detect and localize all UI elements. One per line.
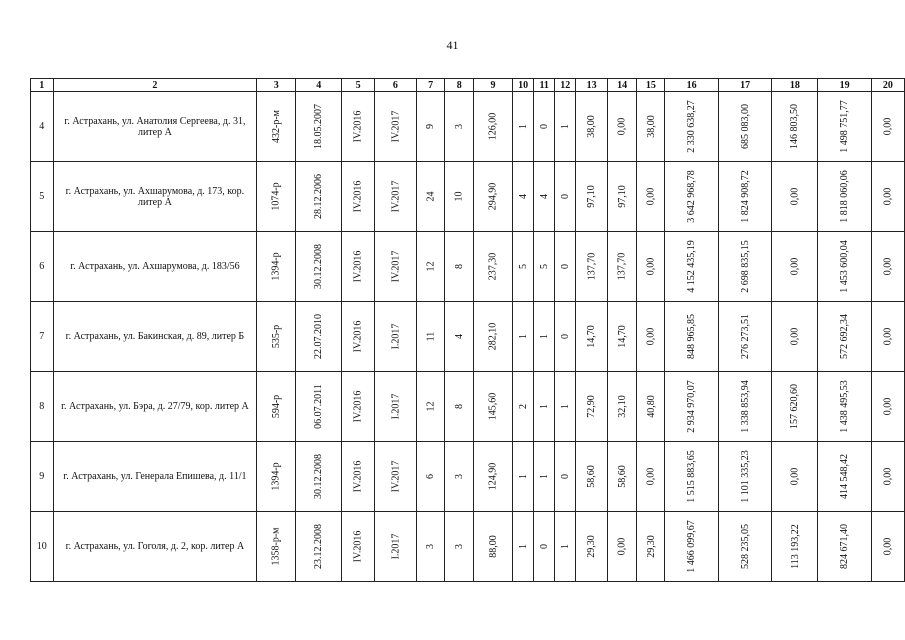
- cell-value: 18.05.2007: [313, 104, 325, 149]
- value-cell: [818, 372, 872, 442]
- value-cell: [718, 442, 772, 512]
- value-cell: [555, 372, 576, 442]
- address-cell: г. Астрахань, ул. Бакинская, д. 89, литер Б: [53, 302, 257, 372]
- column-header: 19: [818, 79, 872, 92]
- row-number: 10: [31, 512, 54, 582]
- value-cell: [296, 162, 342, 232]
- cell-value: 137,70: [616, 252, 628, 281]
- value-cell: [818, 232, 872, 302]
- cell-value: 414 548,42: [839, 454, 851, 499]
- cell-value: 0,00: [789, 327, 801, 346]
- cell-value: 1: [559, 544, 571, 549]
- value-cell: [718, 372, 772, 442]
- value-cell: [534, 232, 555, 302]
- value-cell: [342, 372, 375, 442]
- value-cell: [416, 232, 445, 302]
- cell-value: 28.12.2006: [313, 174, 325, 219]
- value-cell: [342, 442, 375, 512]
- address-cell: г. Астрахань, ул. Ахшарумова, д. 183/56: [53, 232, 257, 302]
- cell-value: IV.2017: [389, 460, 401, 493]
- cell-value: 294,90: [487, 182, 499, 211]
- table-row: [31, 442, 905, 512]
- value-cell: [871, 302, 904, 372]
- cell-value: IV.2016: [352, 320, 364, 353]
- value-cell: [416, 512, 445, 582]
- cell-value: 3: [453, 124, 465, 129]
- cell-value: 24: [425, 191, 437, 202]
- value-cell: [257, 442, 296, 512]
- cell-value: 126,00: [487, 112, 499, 141]
- cell-value: 3 642 968,78: [686, 170, 698, 223]
- cell-value: 3: [425, 544, 437, 549]
- value-cell: [607, 302, 637, 372]
- row-number: 9: [31, 442, 54, 512]
- cell-value: 14,70: [616, 325, 628, 348]
- cell-value: IV.2016: [352, 110, 364, 143]
- column-header: 2: [53, 79, 257, 92]
- value-cell: [871, 442, 904, 512]
- column-header: 20: [871, 79, 904, 92]
- table-row: [31, 302, 905, 372]
- value-cell: [513, 162, 534, 232]
- cell-value: IV.2017: [389, 180, 401, 213]
- value-cell: [257, 302, 296, 372]
- value-cell: [607, 512, 637, 582]
- cell-value: 29,30: [586, 535, 598, 558]
- value-cell: [416, 442, 445, 512]
- cell-value: 14,70: [586, 325, 598, 348]
- value-cell: [576, 92, 608, 162]
- cell-value: 528 235,05: [739, 524, 751, 569]
- value-cell: [375, 512, 417, 582]
- cell-value: 6: [425, 474, 437, 479]
- value-cell: [296, 302, 342, 372]
- value-cell: [296, 442, 342, 512]
- cell-value: 0,00: [645, 257, 657, 276]
- value-cell: [576, 232, 608, 302]
- column-header: 17: [718, 79, 772, 92]
- value-cell: [474, 372, 513, 442]
- cell-value: 145,60: [487, 392, 499, 421]
- cell-value: 0,00: [882, 467, 894, 486]
- value-cell: [665, 372, 719, 442]
- value-cell: [416, 92, 445, 162]
- value-cell: [474, 92, 513, 162]
- cell-value: 3: [453, 474, 465, 479]
- value-cell: [534, 302, 555, 372]
- value-cell: [718, 302, 772, 372]
- value-cell: [637, 162, 665, 232]
- value-cell: [772, 372, 818, 442]
- cell-value: 30.12.2008: [313, 454, 325, 499]
- value-cell: [555, 302, 576, 372]
- value-cell: [576, 372, 608, 442]
- cell-value: 2: [517, 404, 529, 409]
- value-cell: [772, 442, 818, 512]
- value-cell: [296, 92, 342, 162]
- cell-value: 0,00: [789, 187, 801, 206]
- cell-value: IV.2016: [352, 390, 364, 423]
- value-cell: [445, 442, 474, 512]
- value-cell: [534, 372, 555, 442]
- cell-value: 1 338 853,94: [739, 380, 751, 433]
- row-number: 8: [31, 372, 54, 442]
- cell-value: 40,80: [645, 395, 657, 418]
- cell-value: 1: [538, 474, 550, 479]
- cell-value: 5: [538, 264, 550, 269]
- value-cell: [342, 92, 375, 162]
- value-cell: [257, 372, 296, 442]
- value-cell: [342, 232, 375, 302]
- cell-value: 0,00: [789, 257, 801, 276]
- value-cell: [445, 372, 474, 442]
- column-header: 6: [375, 79, 417, 92]
- cell-value: 0,00: [645, 327, 657, 346]
- column-header: 1: [31, 79, 54, 92]
- cell-value: 276 273,51: [739, 314, 751, 359]
- value-cell: [637, 442, 665, 512]
- value-cell: [772, 512, 818, 582]
- cell-value: 124,90: [487, 462, 499, 491]
- cell-value: 0,00: [882, 327, 894, 346]
- cell-value: 06.07.2011: [313, 384, 325, 429]
- cell-value: 10: [453, 191, 465, 202]
- column-header: 18: [772, 79, 818, 92]
- cell-value: 1 101 335,23: [739, 450, 751, 503]
- cell-value: 1 438 495,53: [839, 380, 851, 433]
- column-header: 9: [474, 79, 513, 92]
- value-cell: [871, 92, 904, 162]
- value-cell: [474, 302, 513, 372]
- cell-value: 23.12.2008: [313, 524, 325, 569]
- column-header: 10: [513, 79, 534, 92]
- value-cell: [445, 162, 474, 232]
- value-cell: [513, 232, 534, 302]
- value-cell: [296, 512, 342, 582]
- cell-value: 137,70: [586, 252, 598, 281]
- cell-value: 146 803,50: [789, 104, 801, 149]
- row-number: 5: [31, 162, 54, 232]
- cell-value: 237,30: [487, 252, 499, 281]
- value-cell: [772, 162, 818, 232]
- row-number: 4: [31, 92, 54, 162]
- cell-value: 38,00: [645, 115, 657, 138]
- page-number: 41: [446, 38, 459, 52]
- address-cell: г. Астрахань, ул. Генерала Епишева, д. 11/1: [53, 442, 257, 512]
- value-cell: [375, 232, 417, 302]
- cell-value: 1 466 099,67: [686, 520, 698, 573]
- value-cell: [534, 162, 555, 232]
- cell-value: 0,00: [616, 537, 628, 556]
- cell-value: IV.2017: [389, 250, 401, 283]
- cell-value: 1: [517, 334, 529, 339]
- cell-value: 0,00: [645, 467, 657, 486]
- cell-value: 1: [538, 404, 550, 409]
- cell-value: 72,90: [586, 395, 598, 418]
- value-cell: [555, 232, 576, 302]
- cell-value: 12: [425, 261, 437, 272]
- value-cell: [665, 162, 719, 232]
- table-row: [31, 232, 905, 302]
- value-cell: [772, 302, 818, 372]
- cell-value: 157 620,60: [789, 384, 801, 429]
- value-cell: [718, 162, 772, 232]
- cell-value: 0: [559, 334, 571, 339]
- value-cell: [576, 442, 608, 512]
- value-cell: [637, 512, 665, 582]
- value-cell: [342, 302, 375, 372]
- value-cell: [296, 232, 342, 302]
- cell-value: 1: [538, 334, 550, 339]
- value-cell: [718, 232, 772, 302]
- value-cell: [257, 92, 296, 162]
- value-cell: [296, 372, 342, 442]
- header-row: [31, 79, 905, 92]
- value-cell: [818, 442, 872, 512]
- value-cell: [375, 442, 417, 512]
- value-cell: [416, 372, 445, 442]
- address-cell: г. Астрахань, ул. Бэра, д. 27/79, кор. литер А: [53, 372, 257, 442]
- cell-value: 0: [559, 194, 571, 199]
- cell-value: 0: [559, 474, 571, 479]
- address-cell: г. Астрахань, ул. Гоголя, д. 2, кор. литер А: [53, 512, 257, 582]
- column-header: 16: [665, 79, 719, 92]
- value-cell: [871, 512, 904, 582]
- value-cell: [818, 512, 872, 582]
- column-header: 7: [416, 79, 445, 92]
- table-row: [31, 162, 905, 232]
- cell-value: 3: [453, 544, 465, 549]
- cell-value: 1 515 883,65: [686, 450, 698, 503]
- value-cell: [375, 162, 417, 232]
- cell-value: 1 818 060,06: [839, 170, 851, 223]
- value-cell: [534, 92, 555, 162]
- value-cell: [718, 512, 772, 582]
- value-cell: [445, 512, 474, 582]
- column-header: 11: [534, 79, 555, 92]
- value-cell: [665, 512, 719, 582]
- value-cell: [576, 512, 608, 582]
- value-cell: [513, 302, 534, 372]
- value-cell: [871, 162, 904, 232]
- value-cell: [534, 442, 555, 512]
- value-cell: [637, 232, 665, 302]
- value-cell: [818, 302, 872, 372]
- column-header: 4: [296, 79, 342, 92]
- cell-value: 1: [517, 124, 529, 129]
- value-cell: [375, 372, 417, 442]
- cell-value: 594-р: [270, 394, 282, 419]
- cell-value: 0: [559, 264, 571, 269]
- value-cell: [513, 92, 534, 162]
- value-cell: [513, 442, 534, 512]
- value-cell: [665, 92, 719, 162]
- value-cell: [555, 512, 576, 582]
- address-cell: г. Астрахань, ул. Анатолия Сергеева, д. 31, литер А: [53, 92, 257, 162]
- value-cell: [871, 232, 904, 302]
- cell-value: 0,00: [645, 187, 657, 206]
- cell-value: 1394-р: [270, 462, 282, 491]
- cell-value: 11: [425, 331, 437, 342]
- value-cell: [607, 162, 637, 232]
- value-cell: [342, 512, 375, 582]
- cell-value: 0,00: [616, 117, 628, 136]
- value-cell: [513, 512, 534, 582]
- cell-value: 32,10: [616, 395, 628, 418]
- column-header: 13: [576, 79, 608, 92]
- value-cell: [416, 162, 445, 232]
- value-cell: [555, 92, 576, 162]
- cell-value: 1 824 908,72: [739, 170, 751, 223]
- cell-value: 58,60: [616, 465, 628, 488]
- cell-value: 88,00: [487, 535, 499, 558]
- cell-value: IV.2016: [352, 530, 364, 563]
- column-header: 15: [637, 79, 665, 92]
- column-header: 3: [257, 79, 296, 92]
- cell-value: 29,30: [645, 535, 657, 558]
- column-header: 5: [342, 79, 375, 92]
- cell-value: 113 193,22: [789, 524, 801, 569]
- cell-value: I.2017: [389, 323, 401, 350]
- value-cell: [637, 372, 665, 442]
- value-cell: [818, 162, 872, 232]
- value-cell: [607, 442, 637, 512]
- table-row: [31, 92, 905, 162]
- value-cell: [607, 372, 637, 442]
- row-number: 6: [31, 232, 54, 302]
- value-cell: [342, 162, 375, 232]
- cell-value: 1358-р-м: [270, 527, 282, 566]
- cell-value: 1 453 600,04: [839, 240, 851, 293]
- value-cell: [474, 442, 513, 512]
- data-table: [30, 78, 905, 582]
- cell-value: 97,10: [616, 185, 628, 208]
- cell-value: 685 083,00: [739, 104, 751, 149]
- value-cell: [375, 302, 417, 372]
- value-cell: [474, 162, 513, 232]
- column-header: 14: [607, 79, 637, 92]
- value-cell: [718, 92, 772, 162]
- cell-value: 2 934 970,07: [686, 380, 698, 433]
- cell-value: 282,10: [487, 322, 499, 351]
- cell-value: 0,00: [882, 537, 894, 556]
- value-cell: [534, 512, 555, 582]
- column-header: 12: [555, 79, 576, 92]
- row-number: 7: [31, 302, 54, 372]
- cell-value: 0,00: [882, 257, 894, 276]
- value-cell: [257, 162, 296, 232]
- cell-value: IV.2017: [389, 110, 401, 143]
- cell-value: 572 692,34: [839, 314, 851, 359]
- value-cell: [445, 92, 474, 162]
- value-cell: [375, 92, 417, 162]
- cell-value: I.2017: [389, 393, 401, 420]
- cell-value: 2 330 638,27: [686, 100, 698, 153]
- cell-value: 30.12.2008: [313, 244, 325, 289]
- value-cell: [607, 232, 637, 302]
- cell-value: 8: [453, 404, 465, 409]
- cell-value: 1394-р: [270, 252, 282, 281]
- cell-value: 1 498 751,77: [839, 100, 851, 153]
- value-cell: [871, 372, 904, 442]
- value-cell: [513, 372, 534, 442]
- cell-value: 58,60: [586, 465, 598, 488]
- value-cell: [772, 92, 818, 162]
- value-cell: [818, 92, 872, 162]
- value-cell: [576, 302, 608, 372]
- cell-value: 1: [559, 124, 571, 129]
- value-cell: [665, 442, 719, 512]
- value-cell: [555, 162, 576, 232]
- value-cell: [607, 92, 637, 162]
- value-cell: [665, 232, 719, 302]
- value-cell: [257, 512, 296, 582]
- cell-value: 0,00: [882, 117, 894, 136]
- cell-value: I.2017: [389, 533, 401, 560]
- value-cell: [474, 512, 513, 582]
- cell-value: 4: [538, 194, 550, 199]
- cell-value: 8: [453, 264, 465, 269]
- cell-value: 1074-р: [270, 182, 282, 211]
- cell-value: 1: [559, 404, 571, 409]
- column-header: 8: [445, 79, 474, 92]
- cell-value: 5: [517, 264, 529, 269]
- cell-value: IV.2016: [352, 460, 364, 493]
- value-cell: [772, 232, 818, 302]
- cell-value: 0: [538, 124, 550, 129]
- cell-value: 2 698 835,15: [739, 240, 751, 293]
- address-cell: г. Астрахань, ул. Ахшарумова, д. 173, кор. литер А: [53, 162, 257, 232]
- cell-value: 4 152 435,19: [686, 240, 698, 293]
- cell-value: 38,00: [586, 115, 598, 138]
- table-row: [31, 372, 905, 442]
- cell-value: 848 965,85: [686, 314, 698, 359]
- cell-value: 0,00: [789, 467, 801, 486]
- cell-value: 9: [425, 124, 437, 129]
- value-cell: [555, 442, 576, 512]
- value-cell: [637, 92, 665, 162]
- cell-value: IV.2016: [352, 250, 364, 283]
- cell-value: 0,00: [882, 187, 894, 206]
- cell-value: 12: [425, 401, 437, 412]
- cell-value: 535-р: [270, 324, 282, 349]
- value-cell: [416, 302, 445, 372]
- value-cell: [474, 232, 513, 302]
- value-cell: [665, 302, 719, 372]
- cell-value: 1: [517, 474, 529, 479]
- cell-value: 0: [538, 544, 550, 549]
- cell-value: 824 671,40: [839, 524, 851, 569]
- value-cell: [445, 232, 474, 302]
- cell-value: 4: [517, 194, 529, 199]
- cell-value: IV.2016: [352, 180, 364, 213]
- cell-value: 97,10: [586, 185, 598, 208]
- value-cell: [637, 302, 665, 372]
- cell-value: 22.07.2010: [313, 314, 325, 359]
- cell-value: 432-р-м: [270, 110, 282, 143]
- table-row: [31, 512, 905, 582]
- cell-value: 4: [453, 334, 465, 339]
- cell-value: 0,00: [882, 397, 894, 416]
- cell-value: 1: [517, 544, 529, 549]
- value-cell: [257, 232, 296, 302]
- value-cell: [576, 162, 608, 232]
- value-cell: [445, 302, 474, 372]
